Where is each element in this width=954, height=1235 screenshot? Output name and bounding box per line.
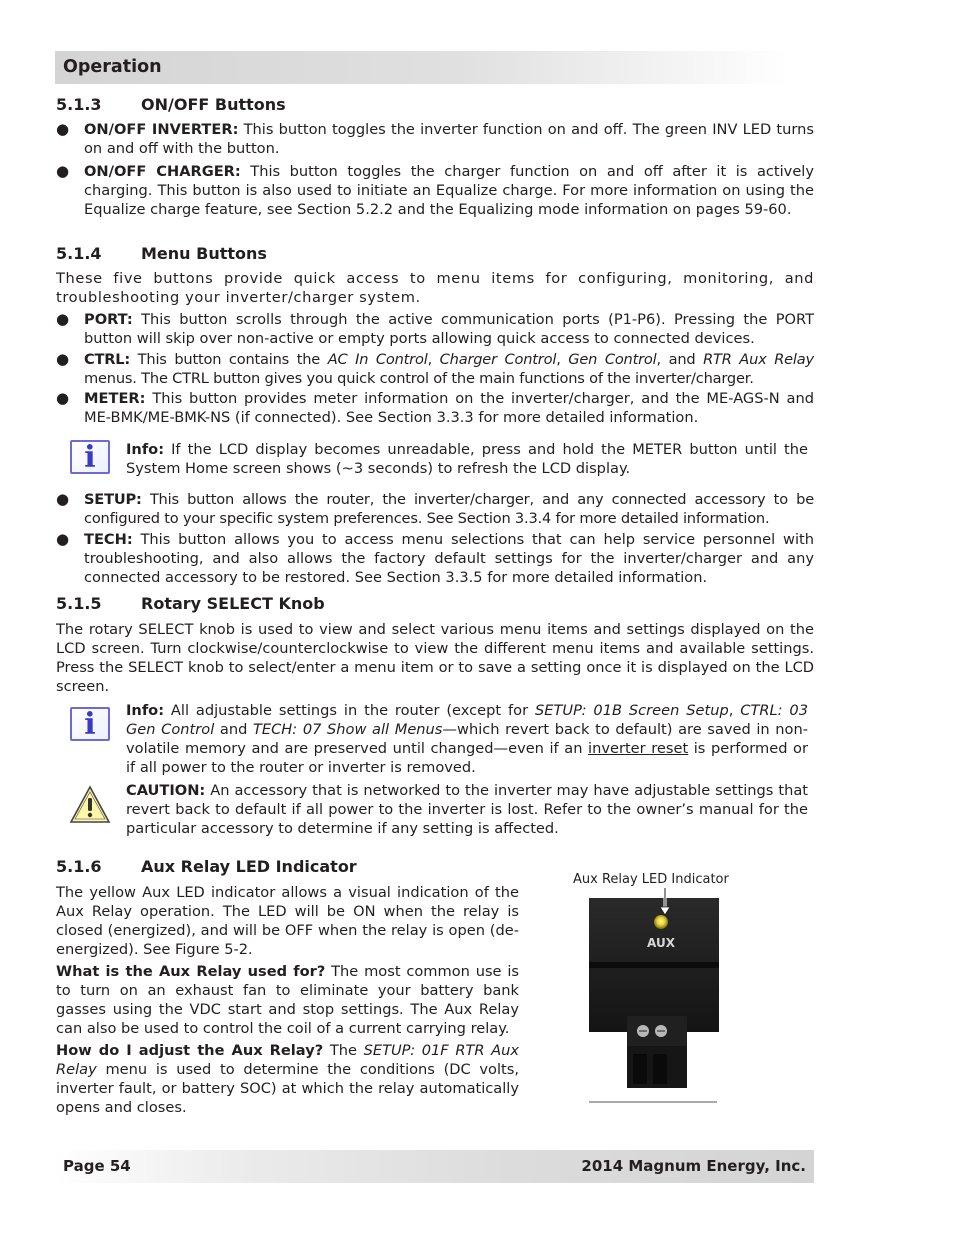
- caution-icon: [69, 785, 111, 825]
- info-icon: i: [70, 440, 110, 474]
- aux-relay-p1: The yellow Aux LED indicator allows a visual indication of the Aux Relay operation. The LED will be ON when the relay is closed (energized), and will be OFF when the relay is open (de-energized). See Figure 5-2.: [56, 884, 519, 958]
- section-header-bar: [55, 51, 790, 84]
- select-knob-body: The rotary SELECT knob is used to view and select various menu items and settings displayed on the LCD screen. Turn clockwise/counterclockwise to view the different menu items and available settings. Press the SELECT knob to select/enter a menu item or to save a setting once it is displayed on the LCD screen.: [56, 621, 814, 695]
- footer-bar: [55, 1150, 814, 1183]
- bullet-onoff-inverter: ● ON/OFF INVERTER: This button toggles the inverter function on and off. The green INV LED turns on and off with the button.: [56, 120, 814, 157]
- menu-buttons-intro: These five buttons provide quick access to menu items for configuring, monitoring, and troubleshooting your inverter/charger system.: [56, 270, 814, 306]
- aux-relay-column: [56, 883, 519, 1117]
- info-note-lcd: Info: If the LCD display becomes unreadable, press and hold the METER button until the System Home screen shows (~3 seconds) to refresh the LCD display.: [126, 441, 808, 477]
- heading-5-1-4: 5.1.4 Menu Buttons: [56, 244, 267, 263]
- bullet-tech: ● TECH: This button allows you to access menu selections that can help service personnel with troubleshooting, and also allows the factory default settings for the inverter/charger and any connected accessory to be restored. See Section 3.3.5 for more detailed information.: [56, 530, 814, 586]
- bullet-setup: ● SETUP: This button allows the router, the inverter/charger, and any connected accessory to be configured to your specific system preferences. See Section 3.3.4 for more detailed information.: [56, 490, 814, 527]
- aux-led-label: AUX: [647, 936, 675, 950]
- heading-5-1-3: 5.1.3 ON/OFF Buttons: [56, 95, 286, 114]
- info-icon: i: [70, 707, 110, 741]
- indicator-arrow: [658, 888, 672, 916]
- bullet-meter: ● METER: This button provides meter information on the inverter/charger, and the ME-AGS-N and ME-BMK/ME-BMK-NS (if connected). See Section 3.3.3 for more detailed information.: [56, 389, 814, 426]
- bullet-onoff-charger: ● ON/OFF CHARGER: This button toggles the charger function on and off after it is actively charging. This button is also used to initiate an Equalize charge. For more information on using the Equalize charge feature, see Section 5.2.2 and the Equalizing mode information on pages 59-60.: [56, 162, 814, 218]
- aux-relay-p3: How do I adjust the Aux Relay? The SETUP: 01F RTR Aux Relay menu is used to determine the conditions (DC volts, inverter fault, or battery SOC) at which the relay automatically opens and closes.: [56, 1042, 519, 1116]
- heading-5-1-5: 5.1.5 Rotary SELECT Knob: [56, 594, 325, 613]
- page-title: Operation: [63, 57, 162, 77]
- aux-relay-photo-graphic: [589, 898, 719, 1104]
- copyright: 2014 Magnum Energy, Inc.: [581, 1157, 806, 1175]
- aux-relay-photo: [589, 898, 719, 1088]
- caution-note: CAUTION: An accessory that is networked to the inverter may have adjustable settings that revert back to default if all power to the inverter is lost. Refer to the owner’s manual for the particular accessory to determine if any setting is affected.: [126, 782, 808, 837]
- bullet-port: ● PORT: This button scrolls through the active communication ports (P1-P6). Pressing the PORT button will skip over non-active or empty ports allowing quick access to connected devices.: [56, 310, 814, 347]
- figure-caption: Aux Relay LED Indicator: [573, 872, 729, 887]
- bullet-ctrl: ● CTRL: This button contains the AC In Control, Charger Control, Gen Control, and RTR Aux Relay menus. The CTRL button gives you quick control of the main functions of the inverter/charger.: [56, 350, 814, 387]
- info-note-settings: Info: All adjustable settings in the router (except for SETUP: 01B Screen Setup, CTRL: 03 Gen Control and TECH: 07 Show all Menus—which revert back to default) are saved in non-volatile memory and are preserved until changed—even if an inverter reset is performed or if all power to the router or inverter is removed.: [126, 702, 808, 776]
- page-number: Page 54: [63, 1157, 131, 1175]
- aux-relay-p2: What is the Aux Relay used for? The most common use is to turn on an exhaust fan to eliminate your battery bank gasses using the VDC start and stop settings. The Aux Relay can also be used to control the coil of a current carrying relay.: [56, 963, 519, 1037]
- heading-5-1-6: 5.1.6 Aux Relay LED Indicator: [56, 857, 357, 876]
